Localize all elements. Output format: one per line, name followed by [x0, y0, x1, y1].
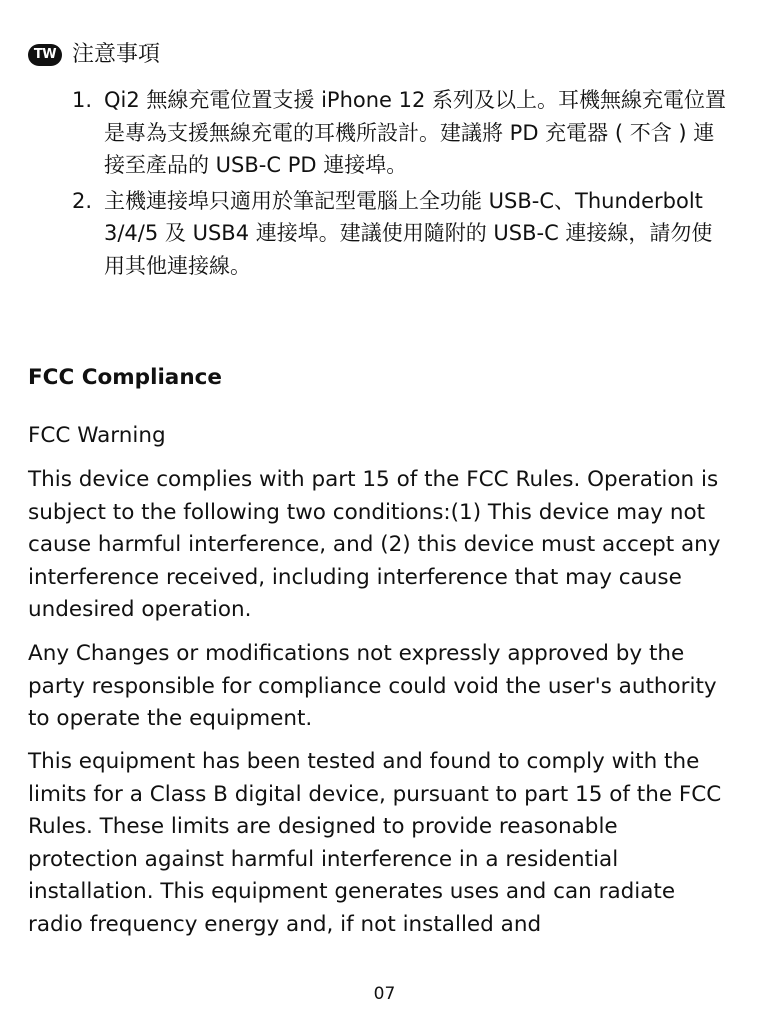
tw-notice-list — [72, 84, 732, 285]
list-item-number: 1. — [72, 88, 93, 112]
page-number: 07 — [373, 984, 396, 1004]
tw-region-badge: TW — [28, 44, 62, 66]
fcc-paragraph: This device complies with part 15 of the FCC Rules. Operation is subject to the following two conditions:(1) This device may not cause harmful interference, and (2) this device must accept any interference received, including interference that may cause undesired operation. — [28, 467, 721, 622]
fcc-paragraph: Any Changes or modifications not expressly approved by the party responsible for compliance could void the user's authority to operate the equipment. — [28, 641, 717, 731]
list-item — [72, 185, 732, 283]
list-item-number: 2. — [72, 188, 93, 213]
fcc-compliance-title: FCC Compliance — [28, 365, 222, 390]
fcc-warning-title: FCC Warning — [28, 423, 166, 448]
list-item-text: 主機連接埠只適用於筆記型電腦上全功能 USB-C、Thunderbolt 3/4/5 及 USB4 連接埠。建議使用隨附的 USB-C 連接線，請勿使用其他連接線。 — [104, 188, 713, 278]
list-item-text: Qi2 無線充電位置支援 iPhone 12 系列及以上。耳機無線充電位置是專為支援無線充電的耳機所設計。建議將 PD 充電器 ( 不含 ) 連接至產品的 USB-C PD 連接埠。 — [104, 88, 727, 177]
fcc-paragraph: This equipment has been tested and found to comply with the limits for a Class B digital device, pursuant to part 15 of the FCC Rules. These limits are designed to provide reasonable protection against harmful interference in a residential installation. This equipment generates uses and can radiate radio frequency energy and, if not installed and — [28, 749, 722, 937]
tw-notice-title: 注意事項 — [72, 42, 161, 67]
tw-notice-heading — [28, 40, 160, 70]
list-item — [72, 84, 732, 182]
